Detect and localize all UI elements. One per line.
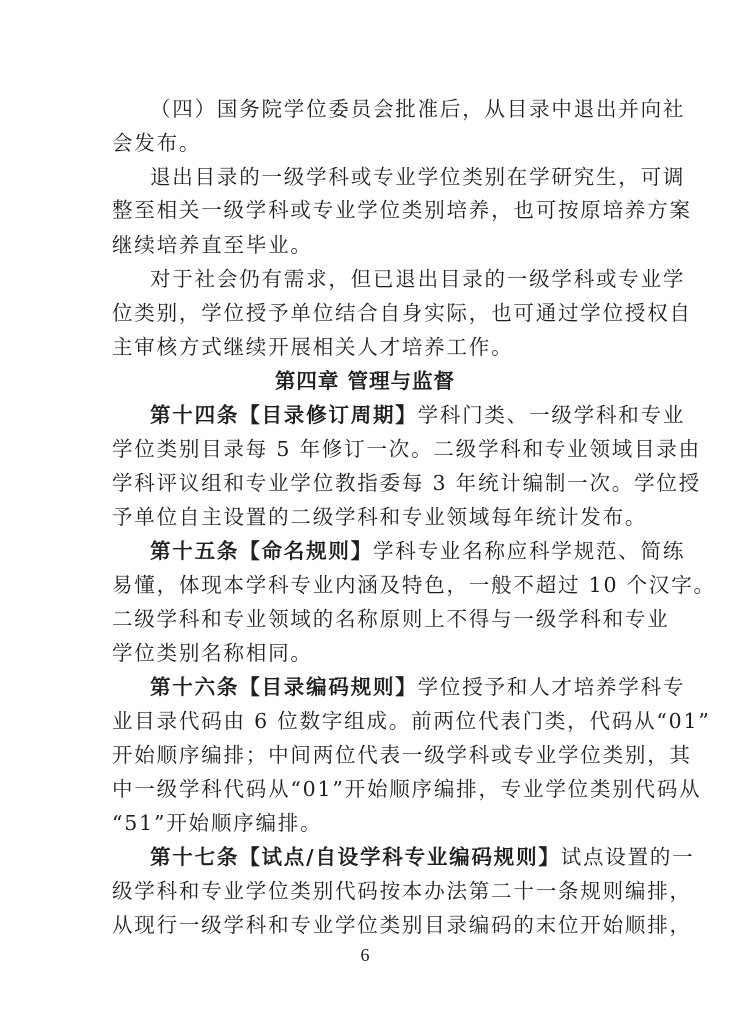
article-15-line-2: 易懂，体现本学科专业内涵及特色，一般不超过 10 个汉字。 bbox=[112, 573, 716, 597]
item-4-line-1: （四）国务院学位委员会批准后，从目录中退出并向社 bbox=[150, 97, 686, 121]
students-paragraph-line-1: 退出目录的一级学科或专业学位类别在学研究生，可调 bbox=[150, 165, 686, 189]
article-16-line-1-text: 学位授予和人才培养学科专 bbox=[417, 675, 686, 699]
article-15-line-4: 学位类别名称相同。 bbox=[112, 641, 313, 665]
article-17-line-1 bbox=[150, 842, 695, 872]
article-16-line-5: “51”开始顺序编排。 bbox=[112, 811, 323, 835]
article-17-line-2: 级学科和专业学位类别代码按本办法第二十一条规则编排， bbox=[112, 879, 692, 903]
article-17-line-1-text: 试点设置的一 bbox=[560, 845, 695, 869]
article-14-line-4: 予单位自主设置的二级学科和专业领域每年统计发布。 bbox=[112, 505, 648, 529]
demand-paragraph-line-2: 位类别，学位授予单位结合自身实际，也可通过学位授权自 bbox=[112, 301, 692, 325]
students-paragraph-line-2: 整至相关一级学科或专业学位类别培养，也可按原培养方案 bbox=[112, 198, 692, 222]
article-16-line-3: 开始顺序编排；中间两位代表一级学科或专业学位类别，其 bbox=[112, 743, 692, 767]
demand-paragraph-line-3: 主审核方式继续开展相关人才培养工作。 bbox=[112, 335, 514, 359]
item-4-line-2: 会发布。 bbox=[112, 131, 202, 155]
article-17-line-3: 从现行一级学科和专业学位类别目录编码的末位开始顺排， bbox=[112, 913, 692, 937]
page-number: 6 bbox=[360, 945, 370, 965]
article-16-line-2: 业目录代码由 6 位数字组成。前两位代表门类，代码从“01” bbox=[112, 709, 711, 733]
students-paragraph-line-3: 继续培养直至毕业。 bbox=[112, 233, 313, 257]
article-16-line-1 bbox=[150, 672, 686, 702]
article-14-line-1-text: 学科门类、一级学科和专业 bbox=[417, 403, 686, 427]
article-14-title: 第十四条【目录修订周期】 bbox=[150, 403, 418, 427]
article-15-title: 第十五条【命名规则】 bbox=[150, 539, 373, 563]
article-15-line-1 bbox=[150, 536, 686, 566]
article-16-line-4: 中一级学科代码从“01”开始顺序编排，专业学位类别代码从 bbox=[112, 777, 702, 801]
article-14-line-2: 学位类别目录每 5 年修订一次。二级学科和专业领域目录由 bbox=[112, 437, 701, 461]
demand-paragraph-line-1: 对于社会仍有需求，但已退出目录的一级学科或专业学 bbox=[150, 267, 686, 291]
article-14-line-3: 学科评议组和专业学位教指委每 3 年统计编制一次。学位授 bbox=[112, 471, 701, 495]
article-15-line-3: 二级学科和专业领域的名称原则上不得与一级学科和专业 bbox=[112, 607, 670, 631]
article-16-title: 第十六条【目录编码规则】 bbox=[150, 675, 418, 699]
article-15-line-1-text: 学科专业名称应科学规范、简练 bbox=[373, 539, 686, 563]
article-17-title: 第十七条【试点/自设学科专业编码规则】 bbox=[150, 845, 561, 869]
article-14-line-1 bbox=[150, 400, 686, 430]
chapter-heading: 第四章 管理与监督 bbox=[274, 369, 456, 393]
